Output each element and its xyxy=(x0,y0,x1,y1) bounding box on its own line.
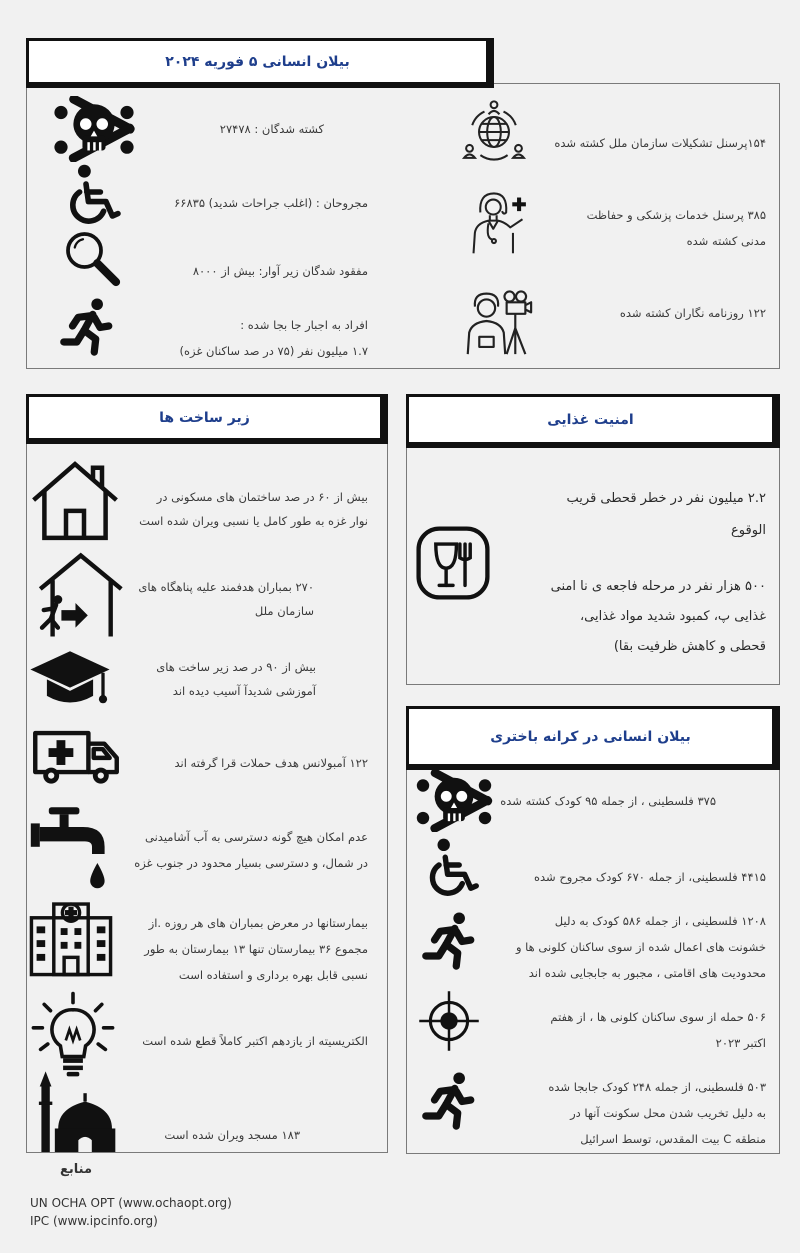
infrastructure-title-box xyxy=(26,394,388,444)
top-title-box xyxy=(26,38,494,88)
wb-wheelchair-icon xyxy=(422,834,484,896)
wb-moved-line3: منطقه C بیت المقدس، توسط اسرائیل xyxy=(580,1132,766,1146)
food-stat-line2: الوقوع xyxy=(731,523,766,538)
food-stat-line3: ۵۰۰ هزار نفر در مرحله فاجعه ی نا امنی xyxy=(550,579,766,594)
light-bulb-icon xyxy=(28,990,118,1080)
ambulance-icon xyxy=(30,726,122,788)
water-tap-icon xyxy=(28,800,120,890)
wb-injured-stat: ۴۴۱۵ فلسطینی، از جمله ۶۷۰ کودک مجروح شده xyxy=(534,870,766,884)
infra-hospitals-line3: نسبی قابل بهره برداری و استفاده است xyxy=(178,968,368,982)
wb-displaced-line1: ۱۲۰۸ فلسطینی ، از جمله ۵۸۶ کودک به دلیل xyxy=(554,914,766,928)
sources-title: منابع xyxy=(60,1162,92,1177)
wb-running-person-icon-2 xyxy=(420,1068,478,1132)
wb-running-person-icon xyxy=(420,908,478,972)
missing-stat: مفقود شدگان زیر آوار: بیش از ۸۰۰۰ xyxy=(192,264,368,278)
infra-shelters-line1: ۲۷۰ بمباران هدفمند علیه پناهگاه های xyxy=(138,580,314,594)
killed-stat: کشته شدگان : ۲۷۴۷۸ xyxy=(219,122,324,136)
wb-attacks-line1: ۵۰۶ حمله از سوی ساکنان کلونی ها ، از هفتم xyxy=(550,1010,766,1024)
infra-shelters-line2: سازمان ملل xyxy=(254,604,314,618)
target-icon xyxy=(418,990,480,1052)
infra-education-line1: بیش از ۹۰ در صد زیر ساخت های xyxy=(156,660,316,674)
top-title: بیلان انسانی ۵ فوریه ۲۰۲۴ xyxy=(165,53,350,70)
infra-water-line2: در شمال، و دسترسی بسیار محدود در جنوب غزه xyxy=(134,856,368,870)
west-bank-title-box xyxy=(406,706,780,770)
medical-stat-line2: مدنی کشته شده xyxy=(686,234,766,248)
food-stat-line1: ۲.۲ میلیون نفر در خطر قحطی قریب xyxy=(566,491,766,506)
infra-hospitals-line2: مجموع ۳۶ بیمارستان تنها ۱۳ بیمارستان به طور xyxy=(144,942,368,956)
displaced-stat-line2: ۱.۷ میلیون نفر (۷۵ در صد ساکنان غزه) xyxy=(179,344,368,358)
infrastructure-title: زیر ساخت ها xyxy=(159,409,250,426)
cutlery-icon xyxy=(410,520,496,606)
displaced-stat-line1: افراد به اجبار جا بجا شده : xyxy=(240,318,368,332)
west-bank-title: بیلان انسانی در کرانه باختری xyxy=(490,728,691,745)
hospital-icon xyxy=(28,892,114,978)
infra-water-line1: عدم امکان هیچ گونه دسترسی به آب آشامیدنی xyxy=(145,830,368,844)
source-ipc: IPC (www.ipcinfo.org) xyxy=(30,1214,158,1228)
wb-moved-line1: ۵۰۳ فلسطینی، از جمله ۲۴۸ کودک جابجا شده xyxy=(548,1080,766,1094)
infra-hospitals-line1: بیمارستانها در معرض بمباران های هر روزه .از xyxy=(148,916,368,930)
source-ocha: UN OCHA OPT (www.ochaopt.org) xyxy=(30,1196,232,1210)
wb-moved-line2: به دلیل تخریب شدن محل سکونت آنها در xyxy=(570,1106,766,1120)
un-staff-stat: ۱۵۴پرسنل تشکیلات سازمان ملل کشته شده xyxy=(554,136,766,150)
food-stat-line5: قحطی و کاهش ظرفیت بقا) xyxy=(613,639,766,654)
infra-housing-line2: نوار غزه به طور کامل یا نسبی ویران شده است xyxy=(139,514,368,528)
house-icon xyxy=(30,460,120,542)
wb-attacks-line2: اکتبر ۲۰۲۳ xyxy=(715,1036,766,1050)
food-security-title: امنیت غذایی xyxy=(547,411,634,428)
wb-displaced-line2: خشونت های اعمال شده از سوی ساکنان کلونی ها و xyxy=(515,940,766,954)
wb-killed-stat: ۳۷۵ فلسطینی ، از جمله ۹۵ کودک کشته شده xyxy=(500,794,716,808)
infra-electricity: الکتریسیته از یازدهم اکتبر کاملاً قطع شده است xyxy=(142,1034,368,1048)
injured-stat: مجروحان : (اغلب جراحات شدید) ۶۶۸۳۵ xyxy=(174,196,368,210)
journalists-stat: ۱۲۲ روزنامه نگاران کشته شده xyxy=(619,306,766,320)
medical-stat-line1: ۳۸۵ پرسنل خدمات پزشکی و حفاظت xyxy=(586,208,766,222)
food-security-title-box xyxy=(406,394,780,448)
infra-housing-line1: بیش از ۶۰ در صد ساختمان های مسکونی در xyxy=(156,490,368,504)
wb-displaced-line3: محدودیت های اقامتی ، مجبور به جابجایی شده اند xyxy=(528,966,766,980)
infra-mosques: ۱۸۳ مسجد ویران شده است xyxy=(164,1128,300,1142)
infra-education-line2: آموزشی شدیدآ آسیب دیده اند xyxy=(172,684,316,698)
infra-ambulance: ۱۲۲ آمبولانس هدف حملات قرا گرفته اند xyxy=(174,756,368,770)
food-stat-line4: غذایی پ، کمبود شدید مواد غذایی، xyxy=(579,609,766,624)
